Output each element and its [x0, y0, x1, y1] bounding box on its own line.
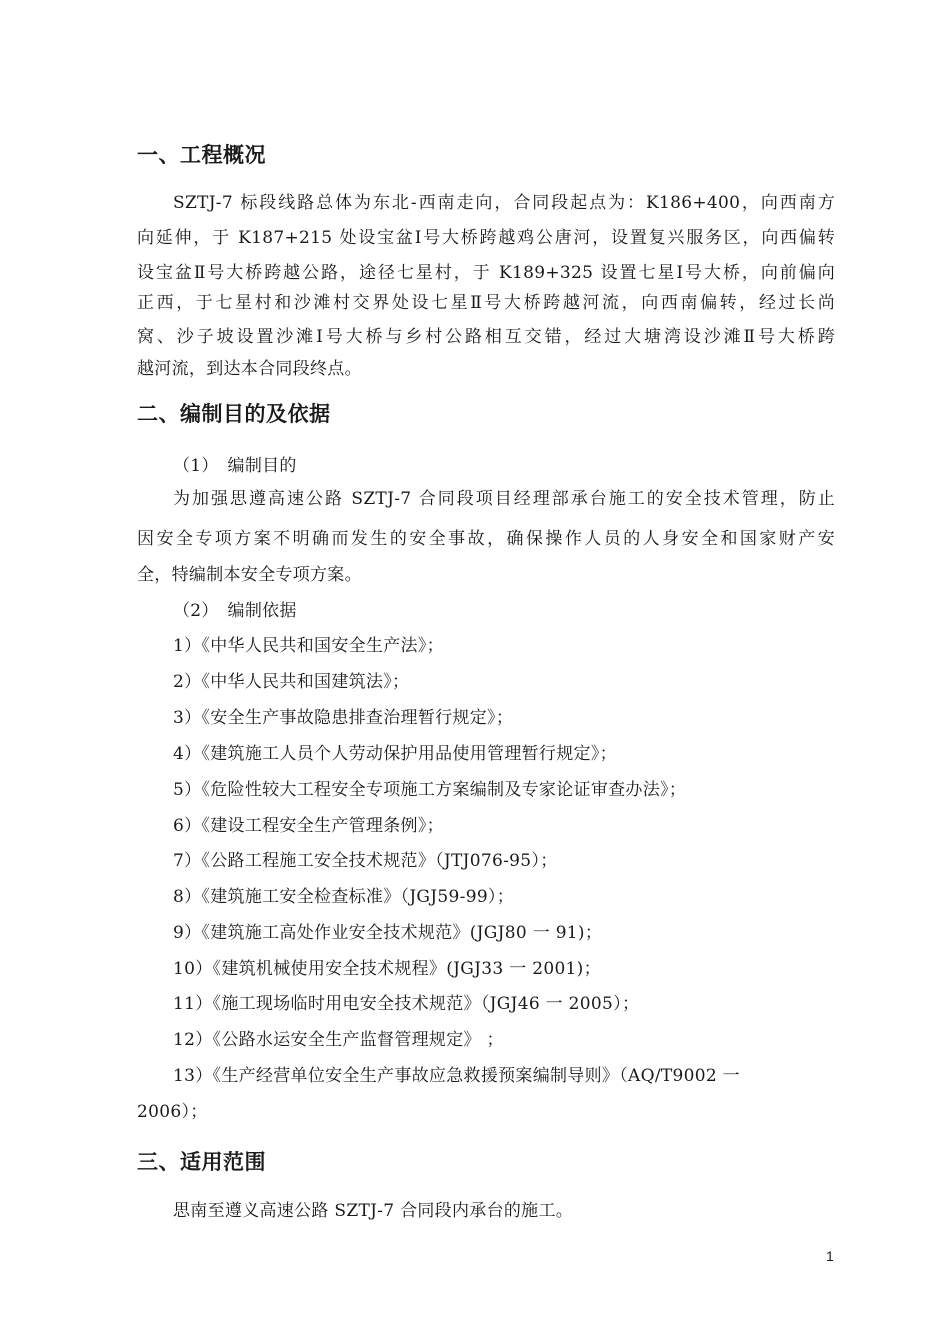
basis-label: （2） 编制依据	[173, 601, 297, 621]
purpose-paragraph-line: 为加强思遵高速公路 SZTJ-7 合同段项目经理部承台施工的安全技术管理，防止	[173, 489, 835, 509]
purpose-label: （1） 编制目的	[173, 456, 297, 476]
basis-list-item: 4）《建筑施工人员个人劳动保护用品使用管理暂行规定》；	[173, 744, 617, 764]
basis-list-item: 2）《中华人民共和国建筑法》；	[173, 672, 410, 692]
basis-list-item: 5）《危险性较大工程安全专项施工方案编制及专家论证审查办法》；	[173, 780, 687, 800]
basis-list-item: 1）《中华人民共和国安全生产法》；	[173, 636, 444, 656]
scope-paragraph: 思南至遵义高速公路 SZTJ-7 合同段内承台的施工。	[173, 1201, 574, 1221]
basis-list-item: 10）《建筑机械使用安全技术规程》(JGJ33 一 2001)；	[173, 959, 601, 979]
section-1-paragraph-line: SZTJ-7 标段线路总体为东北-西南走向，合同段起点为：K186+400，向西南方	[173, 193, 835, 213]
section-1-heading: 一、工程概况	[137, 143, 266, 167]
basis-list-item: 11）《施工现场临时用电安全技术规范》（JGJ46 一 2005）；	[173, 994, 640, 1014]
section-1-paragraph-line: 正西，于七星村和沙滩村交界处设七星Ⅱ号大桥跨越河流，向西南偏转，经过长尚	[137, 293, 835, 313]
basis-list-item: 6）《建设工程安全生产管理条例》；	[173, 816, 444, 836]
basis-list-item: 13）《生产经营单位安全生产事故应急救援预案编制导则》（AQ/T9002 一	[173, 1066, 740, 1086]
basis-list-item: 8）《建筑施工安全检查标准》（JGJ59-99）；	[173, 887, 515, 907]
section-2-heading: 二、编制目的及依据	[137, 402, 331, 426]
purpose-paragraph-line: 因安全专项方案不明确而发生的安全事故，确保操作人员的人身安全和国家财产安	[137, 529, 835, 549]
purpose-paragraph-line: 全，特编制本安全专项方案。	[137, 565, 362, 585]
page-number: 1	[826, 1248, 834, 1264]
basis-list-item-continuation: 2006）；	[137, 1102, 208, 1122]
section-1-paragraph-line: 窝、沙子坡设置沙滩Ⅰ号大桥与乡村公路相互交错，经过大塘湾设沙滩Ⅱ号大桥跨	[137, 327, 835, 347]
section-1-paragraph-line: 向延伸，于 K187+215 处设宝盆Ⅰ号大桥跨越鸡公唐河，设置复兴服务区，向西偏转	[137, 228, 835, 248]
section-3-heading: 三、适用范围	[137, 1150, 266, 1174]
section-1-paragraph-line: 设宝盆Ⅱ号大桥跨越公路，途径七星村，于 K189+325 设置七星Ⅰ号大桥，向前偏向	[137, 263, 835, 283]
basis-list-item: 7）《公路工程施工安全技术规范》（JTJ076-95）；	[173, 851, 558, 871]
basis-list-item: 9）《建筑施工高处作业安全技术规范》(JGJ80 一 91)；	[173, 923, 603, 943]
section-1-paragraph-line: 越河流，到达本合同段终点。	[137, 359, 362, 379]
basis-list-item: 3）《安全生产事故隐患排查治理暂行规定》；	[173, 708, 514, 728]
basis-list-item: 12）《公路水运安全生产监督管理规定》 ；	[173, 1030, 504, 1050]
